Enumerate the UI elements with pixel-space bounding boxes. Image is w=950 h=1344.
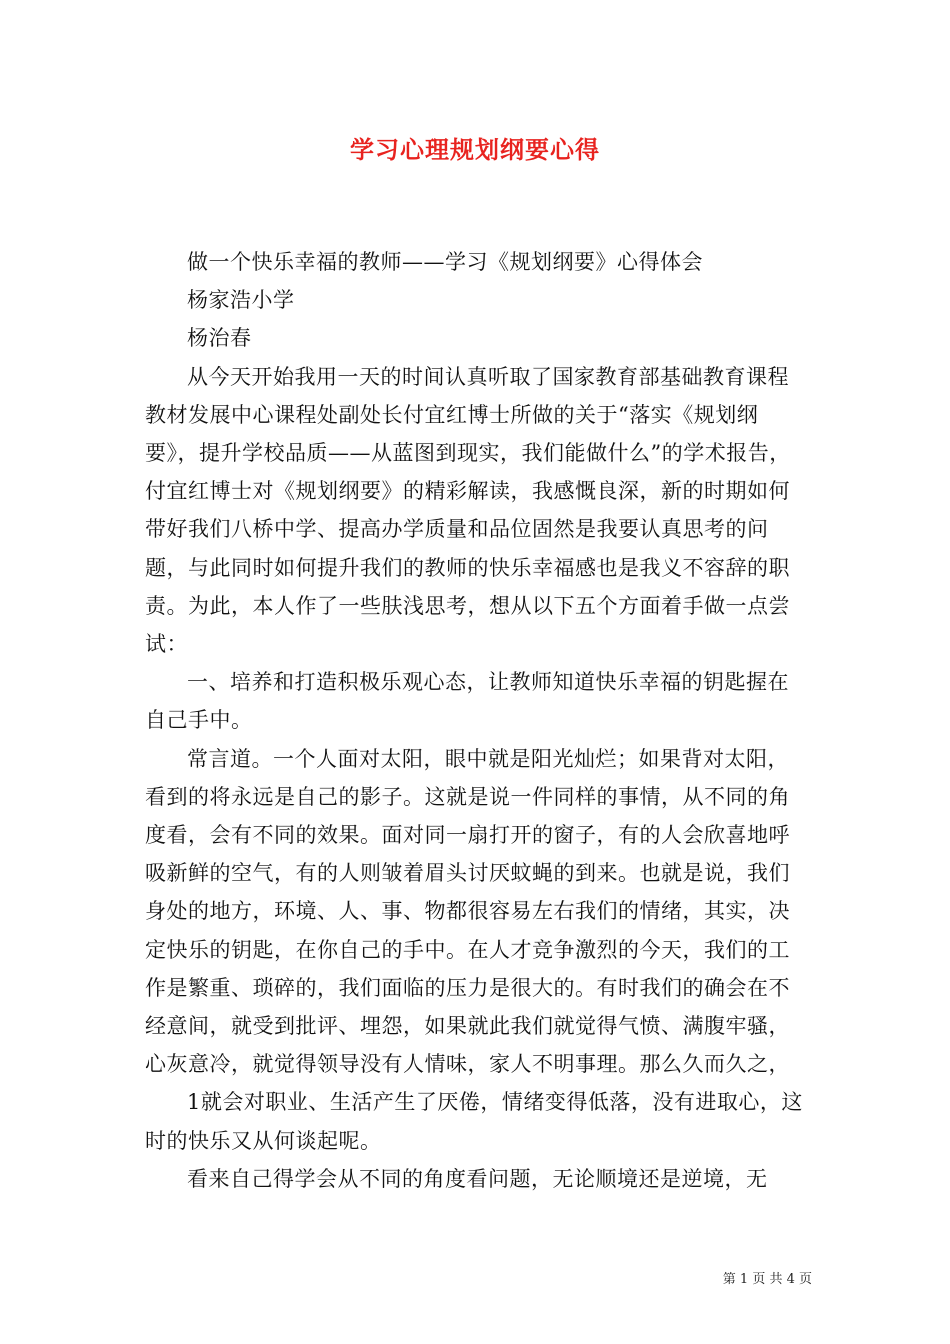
page-title: 学习心理规划纲要心得 <box>350 135 600 164</box>
author-name: 杨治春 <box>187 326 252 351</box>
page-number: 第 1 页 共 4 页 <box>722 1272 812 1287</box>
school-name: 杨家浩小学 <box>187 288 295 313</box>
body-paragraph: 看来自己得学会从不同的角度看问题，无论顺境还是逆境，无 <box>187 1166 768 1191</box>
body-paragraph: 1就会对职业、生活产生了厌倦，情绪变得低落，没有进取心，这时的快乐又从何谈起呢。 <box>145 1090 803 1153</box>
document-body <box>145 243 809 1198</box>
intro-paragraph: 从今天开始我用一天的时间认真听取了国家教育部基础教育课程教材发展中心课程处副处长付宜红博士所做的关于“落实《规划纲要》，提升学校品质——从蓝图到现实，我们能做什么”的学术报告，付宜红博士对《规划纲要》的精彩解读，我感慨良深，新的时期如何带好我们八桥中学、提高办学质量和品位固然是我要认真思考的问题，与此同时如何提升我们的教师的快乐幸福感也是我义不容辞的职责。为此，本人作了一些肤浅思考，想从以下五个方面着手做一点尝试： <box>145 364 791 657</box>
section-heading-1: 一、培养和打造积极乐观心态，让教师知道快乐幸福的钥匙握在自己手中。 <box>145 670 789 733</box>
body-paragraph: 常言道。一个人面对太阳，眼中就是阳光灿烂；如果背对太阳，看到的将永远是自己的影子。这就是说一件同样的事情，从不同的角度看，会有不同的效果。面对同一扇打开的窗子，有的人会欣喜地呼吸新鲜的空气，有的人则皱着眉头讨厌蚊蝇的到来。也就是说，我们身处的地方，环境、人、事、物都很容易左右我们的情绪，其实，决定快乐的钥匙，在你自己的手中。在人才竞争激烈的今天，我们的工作是繁重、琐碎的，我们面临的压力是很大的。有时我们的确会在不经意间，就受到批评、埋怨，如果就此我们就觉得气愤、满腹牢骚，心灰意冷，就觉得领导没有人情味，家人不明事理。那么久而久之， <box>145 746 790 1077</box>
subtitle-line: 做一个快乐幸福的教师——学习《规划纲要》心得体会 <box>187 250 703 274</box>
